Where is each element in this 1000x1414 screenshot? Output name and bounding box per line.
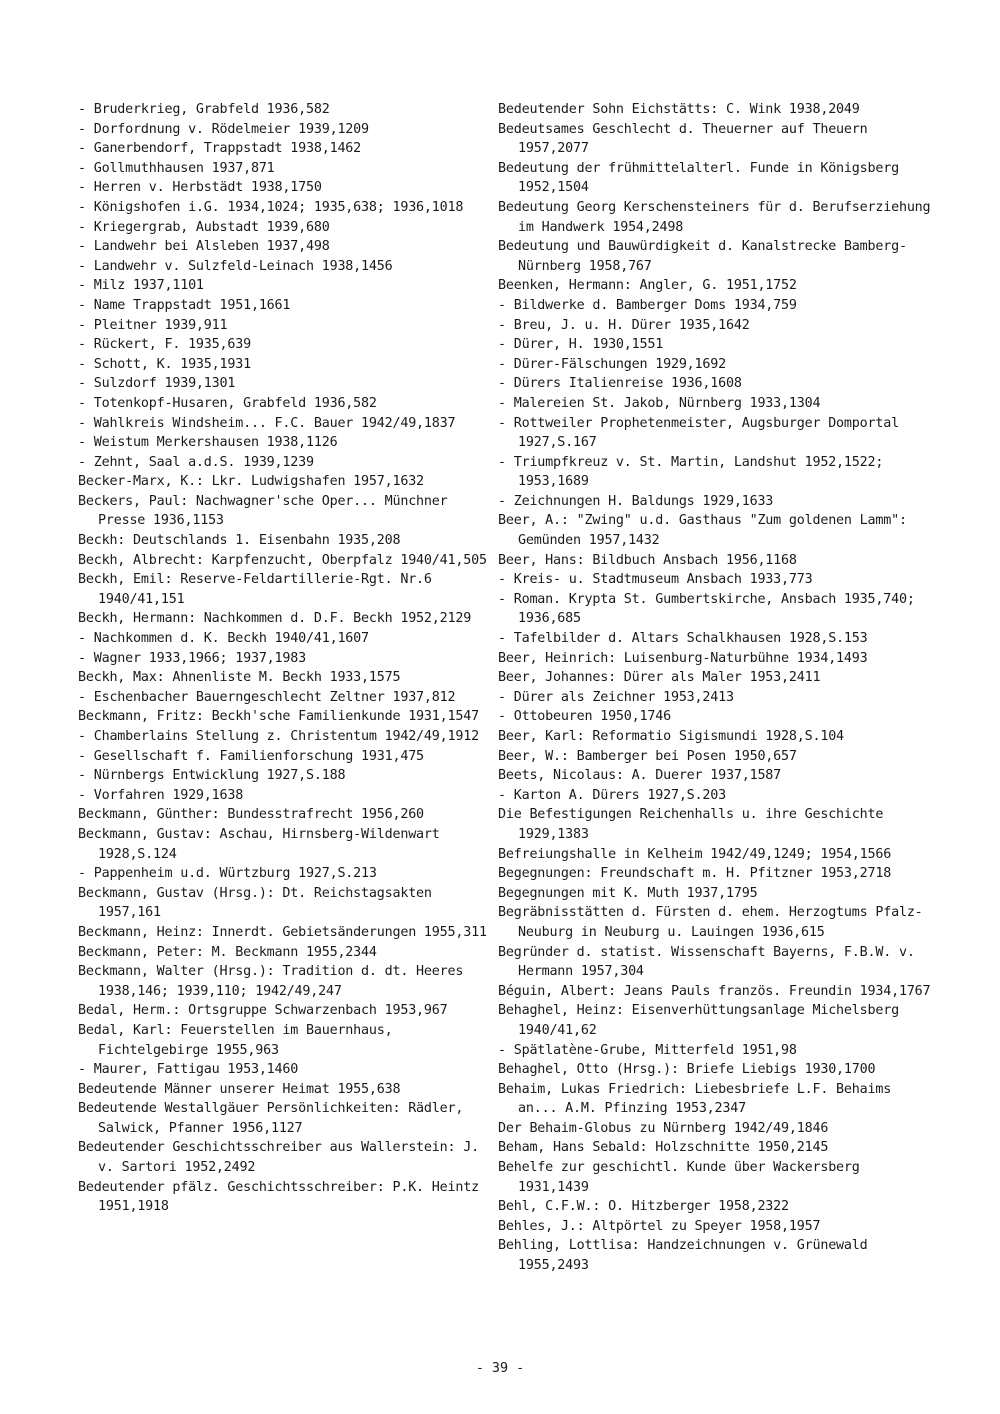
index-entry: Behaghel, Heinz: Eisenverhüttungsanlage Michelsberg 1940/41,62 bbox=[498, 1003, 907, 1038]
index-entry: - Dürer, H. 1930,1551 bbox=[498, 337, 664, 353]
index-entry: - Vorfahren 1929,1638 bbox=[78, 787, 244, 803]
index-entry: Der Behaim-Globus zu Nürnberg 1942/49,1846 bbox=[498, 1120, 829, 1136]
index-entry: Behles, J.: Altpörtel zu Speyer 1958,1957 bbox=[498, 1218, 821, 1234]
index-entry: Beckh, Emil: Reserve-Feldartillerie-Rgt. Nr.6 1940/41,151 bbox=[78, 572, 440, 607]
index-entry: Bedeutende Männer unserer Heimat 1955,638 bbox=[78, 1081, 401, 1097]
index-entry: Beckers, Paul: Nachwagner'sche Oper... Münchner Presse 1936,1153 bbox=[78, 493, 456, 529]
index-entry: - Kreis- u. Stadtmuseum Ansbach 1933,773 bbox=[498, 572, 813, 588]
index-entry: - Roman. Krypta St. Gumbertskirche, Ansbach 1935,740; 1936,685 bbox=[498, 591, 923, 627]
index-entry: Behl, C.F.W.: O. Hitzberger 1958,2322 bbox=[498, 1199, 789, 1215]
left-column bbox=[78, 100, 488, 1217]
index-entry: - Eschenbacher Bauerngeschlecht Zeltner 1937,812 bbox=[78, 689, 456, 705]
index-entry: - Herren v. Herbstädt 1938,1750 bbox=[78, 180, 322, 196]
index-entry: Bedeutung Georg Kerschensteiners für d. Berufserziehung im Handwerk 1954,2498 bbox=[498, 199, 939, 235]
index-entry: - Nachkommen d. K. Beckh 1940/41,1607 bbox=[78, 631, 369, 647]
index-entry: Beckh: Deutschlands 1. Eisenbahn 1935,208 bbox=[78, 533, 401, 549]
index-entry: - Spätlatène-Grube, Mitterfeld 1951,98 bbox=[498, 1042, 797, 1058]
index-entry: Bedeutung der frühmittelalterl. Funde in Königsberg 1952,1504 bbox=[498, 160, 907, 196]
index-entry: Bedeutung und Bauwürdigkeit d. Kanalstrecke Bamberg-Nürnberg 1958,767 bbox=[498, 239, 907, 274]
index-entry: Beer, Johannes: Dürer als Maler 1953,2411 bbox=[498, 670, 821, 686]
index-entry: - Gollmuthhausen 1937,871 bbox=[78, 160, 275, 176]
index-entry: Beckmann, Fritz: Beckh'sche Familienkunde 1931,1547 bbox=[78, 709, 479, 725]
index-entry: - Dürers Italienreise 1936,1608 bbox=[498, 376, 742, 392]
right-column bbox=[498, 100, 938, 1276]
index-entry: Beckh, Albrecht: Karpfenzucht, Oberpfalz 1940/41,505 bbox=[78, 552, 487, 568]
index-entry: - Tafelbilder d. Altars Schalkhausen 1928,S.153 bbox=[498, 631, 868, 647]
index-entry: Bedeutender Sohn Eichstätts: C. Wink 1938,2049 bbox=[498, 102, 860, 117]
index-entry: Beer, Hans: Bildbuch Ansbach 1956,1168 bbox=[498, 552, 797, 568]
index-entry: Behling, Lottlisa: Handzeichnungen v. Grünewald 1955,2493 bbox=[498, 1238, 876, 1274]
index-entry: Bedeutsames Geschlecht d. Theuerner auf Theuern 1957,2077 bbox=[498, 121, 876, 157]
index-entry: - Kriegergrab, Aubstadt 1939,680 bbox=[78, 219, 330, 235]
index-entry: Bedeutender Geschichtsschreiber aus Wallerstein: J. v. Sartori 1952,2492 bbox=[78, 1140, 487, 1176]
index-entry: - Sulzdorf 1939,1301 bbox=[78, 376, 236, 392]
index-entry: Becker-Marx, K.: Lkr. Ludwigshafen 1957,1632 bbox=[78, 474, 424, 490]
index-entry: Bedeutender pfälz. Geschichtsschreiber: P.K. Heintz 1951,1918 bbox=[78, 1179, 487, 1215]
index-entry: Behaghel, Otto (Hrsg.): Briefe Liebigs 1930,1700 bbox=[498, 1062, 876, 1078]
index-entry: Beckh, Hermann: Nachkommen d. D.F. Beckh 1952,2129 bbox=[78, 611, 472, 627]
index-entry: Beckmann, Günther: Bundesstrafrecht 1956,260 bbox=[78, 807, 424, 823]
index-entry: - Zeichnungen H. Baldungs 1929,1633 bbox=[498, 493, 774, 509]
index-entry: - Königshofen i.G. 1934,1024; 1935,638; 1936,1018 bbox=[78, 199, 464, 215]
index-entry: Beenken, Hermann: Angler, G. 1951,1752 bbox=[498, 278, 797, 294]
index-entry: - Ganerbendorf, Trappstadt 1938,1462 bbox=[78, 141, 362, 157]
index-entry: - Malereien St. Jakob, Nürnberg 1933,1304 bbox=[498, 395, 821, 411]
index-entry: Bedeutende Westallgäuer Persönlichkeiten: Rädler, Salwick, Pfanner 1956,1127 bbox=[78, 1101, 472, 1136]
index-entry: Beckmann, Walter (Hrsg.): Tradition d. dt. Heeres 1938,146; 1939,110; 1942/49,247 bbox=[78, 964, 472, 999]
index-entry: - Nürnbergs Entwicklung 1927,S.188 bbox=[78, 768, 346, 784]
index-entry: Beckmann, Gustav: Aschau, Hirnsberg-Wildenwart 1928,S.124 bbox=[78, 826, 448, 862]
index-entry: Beckh, Max: Ahnenliste M. Beckh 1933,1575 bbox=[78, 670, 401, 686]
index-entry: - Pleitner 1939,911 bbox=[78, 317, 228, 333]
index-entry: - Zehnt, Saal a.d.S. 1939,1239 bbox=[78, 454, 314, 470]
index-entry: - Breu, J. u. H. Dürer 1935,1642 bbox=[498, 317, 750, 333]
index-entry: Begründer d. statist. Wissenschaft Bayerns, F.B.W. v. Hermann 1957,304 bbox=[498, 944, 923, 980]
index-entry: Beham, Hans Sebald: Holzschnitte 1950,2145 bbox=[498, 1140, 829, 1156]
index-entry: - Chamberlains Stellung z. Christentum 1942/49,1912 bbox=[78, 729, 479, 744]
index-entry: - Landwehr v. Sulzfeld-Leinach 1938,1456 bbox=[78, 258, 393, 274]
index-entry: Bedal, Karl: Feuerstellen im Bauernhaus, Fichtelgebirge 1955,963 bbox=[78, 1022, 401, 1058]
index-entry: - Name Trappstadt 1951,1661 bbox=[78, 297, 291, 313]
index-entry: Behaim, Lukas Friedrich: Liebesbriefe L.F. Behaims an... A.M. Pfinzing 1953,2347 bbox=[498, 1081, 899, 1117]
index-entry: Beets, Nicolaus: A. Duerer 1937,1587 bbox=[498, 768, 782, 784]
index-entry: - Landwehr bei Alsleben 1937,498 bbox=[78, 239, 330, 255]
index-entry: Die Befestigungen Reichenhalls u. ihre Geschichte 1929,1383 bbox=[498, 807, 892, 842]
index-entry: Bedal, Herm.: Ortsgruppe Schwarzenbach 1953,967 bbox=[78, 1003, 448, 1019]
index-entry: Beckmann, Gustav (Hrsg.): Dt. Reichstagsakten 1957,161 bbox=[78, 885, 440, 921]
index-entry: Befreiungshalle in Kelheim 1942/49,1249; 1954,1566 bbox=[498, 846, 892, 862]
index-entry: - Maurer, Fattigau 1953,1460 bbox=[78, 1062, 299, 1078]
index-entry: - Dürer als Zeichner 1953,2413 bbox=[498, 689, 734, 705]
index-entry: - Schott, K. 1935,1931 bbox=[78, 356, 251, 372]
index-entry: Béguin, Albert: Jeans Pauls französ. Freundin 1934,1767 bbox=[498, 983, 931, 999]
index-entry: - Triumpfkreuz v. St. Martin, Landshut 1952,1522; 1953,1689 bbox=[498, 454, 892, 490]
index-entry: - Bildwerke d. Bamberger Doms 1934,759 bbox=[498, 297, 797, 313]
index-entry: - Ottobeuren 1950,1746 bbox=[498, 709, 671, 725]
index-entry: Begräbnisstätten d. Fürsten d. ehem. Herzogtums Pfalz-Neuburg in Neuburg u. Lauingen 1936,615 bbox=[498, 905, 923, 940]
index-entry: - Wagner 1933,1966; 1937,1983 bbox=[78, 650, 306, 666]
index-entry: - Dürer-Fälschungen 1929,1692 bbox=[498, 356, 726, 372]
index-entry: Begegnungen: Freundschaft m. H. Pfitzner 1953,2718 bbox=[498, 866, 892, 882]
page-number: - 39 - bbox=[475, 1361, 525, 1376]
index-entry: Beer, Heinrich: Luisenburg-Naturbühne 1934,1493 bbox=[498, 650, 868, 666]
index-entry: Beer, A.: "Zwing" u.d. Gasthaus "Zum goldenen Lamm": Gemünden 1957,1432 bbox=[498, 513, 915, 549]
index-entry: - Totenkopf-Husaren, Grabfeld 1936,582 bbox=[78, 395, 377, 411]
index-entry: - Weistum Merkershausen 1938,1126 bbox=[78, 435, 338, 451]
index-entry: Beer, W.: Bamberger bei Posen 1950,657 bbox=[498, 748, 797, 764]
index-entry: - Bruderkrieg, Grabfeld 1936,582 bbox=[78, 102, 330, 117]
index-entry: - Milz 1937,1101 bbox=[78, 278, 204, 294]
index-entry: - Dorfordnung v. Rödelmeier 1939,1209 bbox=[78, 121, 369, 137]
index-entry: Begegnungen mit K. Muth 1937,1795 bbox=[498, 885, 758, 901]
index-entry: - Rottweiler Prophetenmeister, Augsburger Domportal 1927,S.167 bbox=[498, 415, 907, 451]
index-entry: - Gesellschaft f. Familienforschung 1931,475 bbox=[78, 748, 424, 764]
index-entry: Behelfe zur geschichtl. Kunde über Wackersberg 1931,1439 bbox=[498, 1160, 868, 1195]
index-entry: Beckmann, Peter: M. Beckmann 1955,2344 bbox=[78, 944, 377, 960]
index-entry: - Pappenheim u.d. Würtzburg 1927,S.213 bbox=[78, 866, 377, 882]
index-entry: - Wahlkreis Windsheim... F.C. Bauer 1942/49,1837 bbox=[78, 415, 456, 431]
index-entry: - Karton A. Dürers 1927,S.203 bbox=[498, 787, 726, 803]
index-entry: - Rückert, F. 1935,639 bbox=[78, 337, 251, 353]
index-entry: Beer, Karl: Reformatio Sigismundi 1928,S.104 bbox=[498, 729, 844, 744]
index-entry: Beckmann, Heinz: Innerdt. Gebietsänderungen 1955,311 bbox=[78, 924, 487, 940]
